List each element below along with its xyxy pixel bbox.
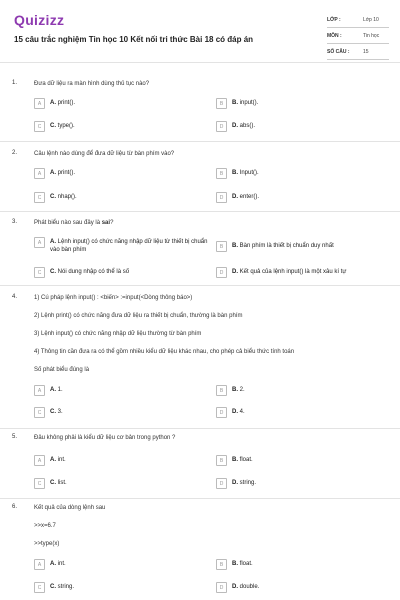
question-number: 5. xyxy=(12,434,18,440)
option-label-box: A xyxy=(34,98,45,109)
option-label-box: A xyxy=(34,168,45,179)
meta-row-subject xyxy=(327,28,389,44)
question-number: 4. xyxy=(12,294,18,300)
option-letter: B. xyxy=(232,457,238,463)
question-divider xyxy=(0,211,400,212)
meta-value: 15 xyxy=(363,48,369,55)
option-text: print(). xyxy=(57,170,76,176)
option-label-box: D xyxy=(216,582,227,593)
meta-label: MÔN : xyxy=(327,32,342,39)
option-letter: C. xyxy=(50,269,56,275)
question-line: Kết quả của dòng lệnh sau xyxy=(34,505,106,511)
option-b[interactable] xyxy=(216,385,245,396)
question-divider xyxy=(0,498,400,499)
option-text: 4. xyxy=(239,409,245,415)
meta-label: SỐ CÂU : xyxy=(327,48,350,55)
code-line: >>type(x) xyxy=(34,541,60,547)
code-line: >>x=6.7 xyxy=(34,523,56,529)
option-text: 2. xyxy=(239,387,245,393)
option-letter: D. xyxy=(232,480,238,486)
question-number: 3. xyxy=(12,219,18,225)
option-letter: B. xyxy=(232,170,238,176)
option-a[interactable] xyxy=(34,455,66,466)
option-label-box: A xyxy=(34,237,45,248)
option-text: print(). xyxy=(57,100,76,106)
option-text: Nói dung nhập có thể là số xyxy=(57,269,130,275)
option-label-box: C xyxy=(34,407,45,418)
question-text-part: ? xyxy=(110,220,114,226)
option-letter: C. xyxy=(50,123,56,129)
option-c[interactable] xyxy=(34,267,129,278)
option-label-box: C xyxy=(34,192,45,203)
page-title: 15 câu trắc nghiệm Tin học 10 Kết nối tri thức Bài 18 có đáp án xyxy=(14,35,254,44)
meta-value: Tin học xyxy=(363,32,380,39)
option-text: float. xyxy=(239,561,253,567)
question-line: 2) Lệnh print() có chức năng đưa dữ liệu ra thiết bị chuẩn, thường là bàn phím xyxy=(34,313,243,319)
option-a[interactable] xyxy=(34,559,66,570)
option-label-box: C xyxy=(34,478,45,489)
option-label-box: B xyxy=(216,241,227,252)
option-letter: A. xyxy=(50,457,56,463)
question-line: 4) Thông tin cần đưa ra có thể gồm nhiều kiểu dữ liệu khác nhau, cho phép cả biểu thức tính toán xyxy=(34,349,295,355)
question-text: Câu lệnh nào dùng để đưa dữ liệu từ bàn phím vào? xyxy=(34,151,175,157)
header-divider xyxy=(0,62,400,63)
question-text: Đâu không phải là kiểu dữ liệu cơ bản trong python ? xyxy=(34,435,176,441)
option-text: Lệnh input() có chức năng nhập dữ liệu từ thiết bị chuẩn vào bàn phím xyxy=(50,239,208,253)
option-c[interactable] xyxy=(34,192,77,203)
option-text: nhap(). xyxy=(57,194,77,200)
option-label-box: B xyxy=(216,455,227,466)
option-label-box: D xyxy=(216,192,227,203)
option-d[interactable] xyxy=(216,478,256,489)
option-letter: D. xyxy=(232,123,238,129)
option-text: Bàn phím là thiết bị chuẩn duy nhất xyxy=(239,243,334,249)
option-c[interactable] xyxy=(34,582,74,593)
option-letter: B. xyxy=(232,243,238,249)
option-letter: B. xyxy=(232,387,238,393)
option-a[interactable] xyxy=(34,237,209,254)
question-text: Đưa dữ liệu ra màn hình dùng thủ tục nào? xyxy=(34,81,150,87)
option-text: double. xyxy=(239,584,260,590)
question-divider xyxy=(0,285,400,286)
question-number: 1. xyxy=(12,80,18,86)
option-text: string. xyxy=(57,584,75,590)
option-c[interactable] xyxy=(34,407,63,418)
option-b[interactable] xyxy=(216,168,259,179)
option-a[interactable] xyxy=(34,98,75,109)
option-label-box: B xyxy=(216,168,227,179)
option-letter: D. xyxy=(232,194,238,200)
option-text: list. xyxy=(57,480,67,486)
option-label-box: C xyxy=(34,267,45,278)
option-letter: D. xyxy=(232,409,238,415)
option-letter: B. xyxy=(232,100,238,106)
question-number: 6. xyxy=(12,504,18,510)
option-letter: D. xyxy=(232,269,238,275)
option-d[interactable] xyxy=(216,192,259,203)
meta-label: LỚP : xyxy=(327,16,341,23)
meta-table xyxy=(327,12,389,60)
option-text: 3. xyxy=(57,409,63,415)
option-letter: D. xyxy=(232,584,238,590)
question-line: 3) Lệnh input() có chức năng nhập dữ liệu thường từ bàn phím xyxy=(34,331,202,337)
option-letter: A. xyxy=(50,239,56,245)
option-label-box: A xyxy=(34,559,45,570)
option-label-box: A xyxy=(34,455,45,466)
question-text-part: Phát biểu nào sau đây là xyxy=(34,220,102,226)
option-d[interactable] xyxy=(216,267,346,278)
option-a[interactable] xyxy=(34,385,63,396)
option-letter: A. xyxy=(50,100,56,106)
option-text: abs(). xyxy=(239,123,256,129)
option-a[interactable] xyxy=(34,168,75,179)
option-b[interactable] xyxy=(216,455,253,466)
option-text: type(). xyxy=(57,123,75,129)
option-c[interactable] xyxy=(34,478,67,489)
option-c[interactable] xyxy=(34,121,75,132)
option-letter: A. xyxy=(50,170,56,176)
option-text: input(). xyxy=(239,100,259,106)
question-divider xyxy=(0,141,400,142)
question-number: 2. xyxy=(12,150,18,156)
meta-row-class xyxy=(327,12,389,28)
option-d[interactable] xyxy=(216,582,259,593)
option-label-box: A xyxy=(34,385,45,396)
option-letter: C. xyxy=(50,409,56,415)
option-label-box: C xyxy=(34,582,45,593)
option-letter: B. xyxy=(232,561,238,567)
option-label-box: D xyxy=(216,478,227,489)
question-line: 1) Cú pháp lệnh input() : <biến> :=input(<Dòng thông báo>) xyxy=(34,295,193,301)
option-label-box: D xyxy=(216,267,227,278)
option-b[interactable] xyxy=(216,241,334,252)
option-text: enter(). xyxy=(239,194,260,200)
option-d[interactable] xyxy=(216,407,245,418)
question-text xyxy=(34,219,384,227)
option-text: 1. xyxy=(57,387,63,393)
option-text: float. xyxy=(239,457,253,463)
option-letter: C. xyxy=(50,194,56,200)
option-text: Kết quả của lệnh input() là một xâu kí tự xyxy=(239,269,347,275)
option-letter: C. xyxy=(50,584,56,590)
option-text: int. xyxy=(57,457,66,463)
question-line: Số phát biểu đúng là xyxy=(34,367,90,373)
option-d[interactable] xyxy=(216,121,255,132)
option-label-box: B xyxy=(216,98,227,109)
option-b[interactable] xyxy=(216,559,253,570)
quizizz-logo: Quizizz xyxy=(14,12,65,28)
meta-value: Lớp 10 xyxy=(363,16,379,23)
option-b[interactable] xyxy=(216,98,258,109)
question-divider xyxy=(0,428,400,429)
option-label-box: C xyxy=(34,121,45,132)
question-emphasis: sai xyxy=(101,220,111,226)
option-text: Input(). xyxy=(239,170,259,176)
option-label-box: D xyxy=(216,407,227,418)
option-text: int. xyxy=(57,561,66,567)
meta-row-count xyxy=(327,44,389,60)
option-label-box: D xyxy=(216,121,227,132)
option-letter: A. xyxy=(50,387,56,393)
option-label-box: B xyxy=(216,385,227,396)
option-letter: A. xyxy=(50,561,56,567)
option-text: string. xyxy=(239,480,257,486)
option-label-box: B xyxy=(216,559,227,570)
option-letter: C. xyxy=(50,480,56,486)
